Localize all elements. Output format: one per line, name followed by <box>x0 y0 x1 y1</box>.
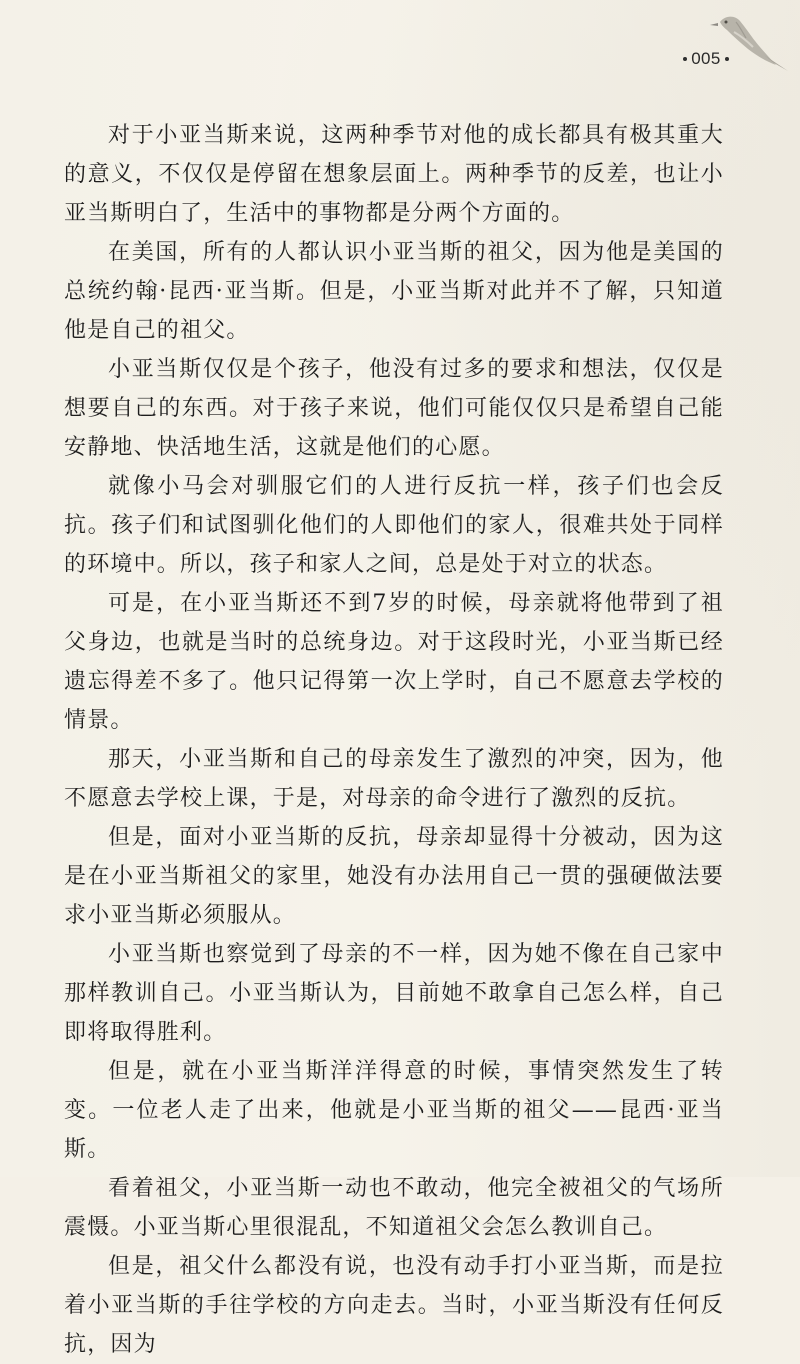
paragraph-7: 但是，面对小亚当斯的反抗，母亲却显得十分被动，因为这是在小亚当斯祖父的家里，她没有办法用自己一贯的强硬做法要求小亚当斯必须服从。 <box>64 825 724 928</box>
paragraph-2: 在美国，所有的人都认识小亚当斯的祖父，因为他是美国的总统约翰·昆西·亚当斯。但是，小亚当斯对此并不了解，只知道他是自己的祖父。 <box>64 240 724 343</box>
paragraph-1: 对于小亚当斯来说，这两种季节对他的成长都具有极其重大的意义，不仅仅是停留在想象层面上。两种季节的反差，也让小亚当斯明白了，生活中的事物都是分两个方面的。 <box>64 123 724 226</box>
paragraph-4: 就像小马会对驯服它们的人进行反抗一样，孩子们也会反抗。孩子们和试图驯化他们的人即他们的家人，很难共处于同样的环境中。所以，孩子和家人之间，总是处于对立的状态。 <box>64 474 724 577</box>
page-number: 005 <box>666 49 746 69</box>
paragraph-3: 小亚当斯仅仅是个孩子，他没有过多的要求和想法，仅仅是想要自己的东西。对于孩子来说，他们可能仅仅只是希望自己能安静地、快活地生活，这就是他们的心愿。 <box>64 357 724 460</box>
paragraph-9: 但是，就在小亚当斯洋洋得意的时候，事情突然发生了转变。一位老人走了出来，他就是小亚当斯的祖父——昆西·亚当斯。 <box>64 1059 724 1162</box>
paragraph-11: 但是，祖父什么都没有说，也没有动手打小亚当斯，而是拉着小亚当斯的手往学校的方向走去。当时，小亚当斯没有任何反抗，因为 <box>64 1254 724 1357</box>
paragraph-5: 可是，在小亚当斯还不到7岁的时候，母亲就将他带到了祖父身边，也就是当时的总统身边。对于这段时光，小亚当斯已经遗忘得差不多了。他只记得第一次上学时，自己不愿意去学校的情景。 <box>64 591 724 733</box>
paragraph-8: 小亚当斯也察觉到了母亲的不一样，因为她不像在自己家中那样教训自己。小亚当斯认为，目前她不敢拿自己怎么样，自己即将取得胜利。 <box>64 942 724 1045</box>
paragraph-10: 看着祖父，小亚当斯一动也不敢动，他完全被祖父的气场所震慑。小亚当斯心里很混乱，不知道祖父会怎么教训自己。 <box>64 1176 724 1240</box>
paragraph-6: 那天，小亚当斯和自己的母亲发生了激烈的冲突，因为，他不愿意去学校上课，于是，对母亲的命令进行了激烈的反抗。 <box>64 747 724 811</box>
